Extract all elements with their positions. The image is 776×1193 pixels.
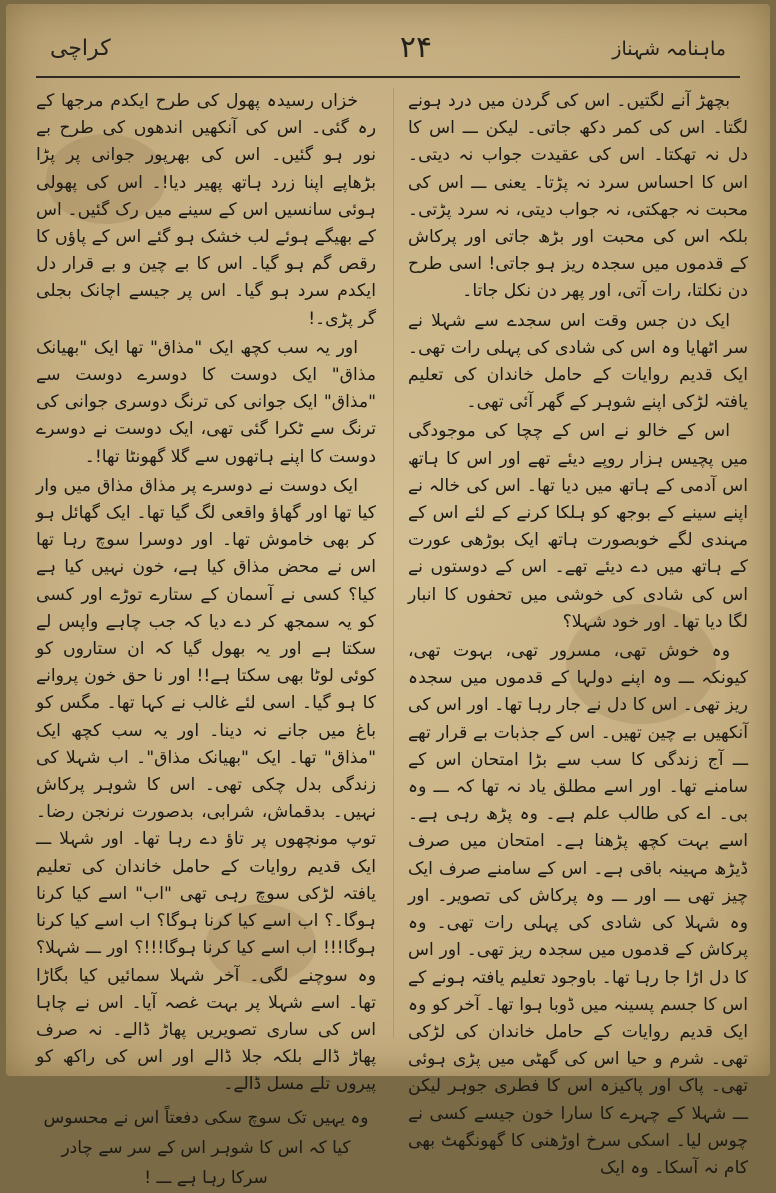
paragraph: وہ خوش تھی، مسرور تھی، بہوت تھی، کیونکہ ـــ وہ اپنے دولہا کے قدموں میں سجدہ ریز تھی۔ اس کا دل نے جار رہا تھا۔ اور اس کی آنکھیں بے چین تھیں۔ اس کے جذبات بے قرار تھے ـــ آج زندگی کا سب سے بڑا امتحان اس کے سامنے تھا۔ اور اسے مطلق یاد نہ تھا کہ ـــ وہ بی۔ اے کی طالب علم ہے۔ وہ پڑھ رہی ہے۔ اسے بہت کچھ پڑھنا ہے۔ امتحان میں صرف ڈیڑھ مہینہ باقی ہے۔ اس کے سامنے صرف ایک چیز تھی ـــ اور ـــ وہ پرکاش کی تصویر۔ اور وہ شہلا کی شادی کی پہلی رات تھی۔ وہ پرکاش کے قدموں میں سجدہ ریز تھی۔ اور اس کا دل اڑا جا رہا تھا۔ باوجود تعلیم یافتہ ہونے کے اس کا جسم پسینہ میں ڈوبا ہوا تھا۔ آخر کو وہ ایک قدیم روایات کے حامل خاندان کی لڑکی تھی۔ شرم و حیا اس کی گھٹی میں پڑی ہوئی تھی۔ پاک اور پاکیزہ اس کا فطری جوہر لیکن ـــ شہلا کے چہرے کا سارا خون جیسے کسی نے چوس لیا۔ اسکی سرخ اوڑھنی کا گھونگھٹ بھی کام نہ آسکا۔ وہ ایک [408,641,748,1178]
paragraph: ایک دوست نے دوسرے پر مذاق مذاق میں وار کیا تھا اور گھاؤ واقعی لگ گیا تھا۔ ایک گھائل ہو کر بھی خاموش تھا۔ اور دوسرا سوچ رہا تھا اس نے محض مذاق کیا ہے، خون نہیں کیا ہے کیا؟ کسی نے آسمان کے ستارے توڑے اور کسی کو یہ سمجھ کر دے دیا کہ جب چاہے واپس لے سکتا ہے اور یہ بھول گیا کہ ان ستاروں کو کوئی لوٹا بھی سکتا ہے!! اور نا حق خون پروانے کا ہو گیا۔ اسی لئے غالب نے کہا تھا۔ مگس کو باغ میں جانے نہ دینا۔ اور یہ سب کچھ ایک "مذاق" تھا۔ ایک "بھیانک مذاق"۔ اب شہلا کی زندگی بدل چکی تھی۔ اس کا شوہر پرکاش نہیں۔ بدقماش، شرابی، بدصورت نرنجن رضا۔ توپ مونچھوں پر تاؤ دے رہا تھا۔ اور شہلا ـــ ایک قدیم روایات کے حامل خاندان کی تعلیم یافتہ لڑکی سوچ رہی تھی "اب" اسے کیا کرنا ہوگا۔؟ اب اسے کیا کرنا ہوگا؟ اب اسے کیا کرنا ہوگا!!! اب اسے کیا کرنا ہوگا!!!؟ اور ـــ شہلا؟ وہ سوچنے لگی۔ آخر شہلا سمائیں کیا بگاڑا تھا۔ اسے شہلا پر بہت غصہ آیا۔ اس نے چاہا اس کی ساری تصویریں پھاڑ ڈالے۔ نہ صرف پھاڑ ڈالے بلکہ جلا ڈالے اور اس کی راکھ کو پیروں تلے مسل ڈالے۔ [36,475,376,1095]
closing-line: سرکا رہا ہے ـــ ! [144,1167,268,1188]
paragraph: ایک دن جس وقت اس سجدے سے شہلا نے سر اٹھایا وہ اس کی شادی کی پہلی رات تھی۔ ایک قدیم روایات کے حامل خاندان کی تعلیم یافتہ لڑکی اپنے شوہر کے گھر آئی تھی۔ [408,310,748,413]
closing-lines [36,1103,376,1193]
page-header [36,28,740,78]
magazine-page [6,4,770,1188]
paragraph: خزاں رسیدہ پھول کی طرح ایکدم مرجھا کے رہ گئی۔ اس کی آنکھیں اندھوں کی طرح بے نور ہو گئیں۔ اس کی بھرپور جوانی پر پڑا بڑھاپے اپنا زرد ہاتھ پھیر دیا!۔ اس کی پھولی ہوئی سانسیں اس کے سینے میں رک گئیں۔ اس کے بھیگے ہوئے لب خشک ہو گئے اس کے پاؤں کا رقص گم ہو گیا۔ اس کا بے چین و بے قرار دل ایکدم سرد ہو گیا۔ اس پر جیسے اچانک بجلی گر پڑی۔! [36,91,376,329]
column-divider [393,88,394,1038]
paragraph: اس کے خالو نے اس کے چچا کی موجودگی میں پچیس ہزار روپے دیئے تھے اور اس کا ہاتھ اس آدمی کے ہاتھ میں دیا تھا۔ اس کی خالہ نے اپنے سینے کے بوجھ کو ہلکا کرنے کے لئے اس کے مہندی لگے خوبصورت ہاتھ ایک بوڑھی عورت کے ہاتھ میں دے دیئے تھے۔ اس کے دوستوں نے اس کی شادی کی خوشی میں تحفوں کا انبار لگا دیا تھا۔ اور خود شہلا؟ [408,421,748,632]
closing-line: وہ یہیں تک سوچ سکی دفعتاً اس نے محسوس [43,1107,369,1128]
header-city: کراچی [50,36,111,61]
paragraph: اور یہ سب کچھ ایک "مذاق" تھا ایک "بھیانک مذاق" ایک دوست کا دوسرے دوست سے "مذاق" ایک جوانی کی ترنگ دوسری جوانی کی ترنگ سے ٹکرا گئی تھی، ایک دوست نے دوسرے دوست کا اپنے ہاتھوں سے گلا گھونٹا تھا!۔ [36,337,376,467]
header-magazine-title: ماہنامہ شہناز [612,38,726,60]
right-text-column [408,88,748,1178]
paragraph: بچھڑ آنے لگتیں۔ اس کی گردن میں درد ہونے لگتا۔ اس کی کمر دکھ جاتی۔ لیکن ـــ اس کا دل نہ تھکتا۔ اس کی عقیدت جواب نہ دیتی۔ اس کا احساس سرد نہ پڑتا۔ یعنی ـــ اس کی محبت نہ جھکتی، نہ جواب دیتی، نہ سرد پڑتی۔ بلکہ اس کی محبت اور بڑھ جاتی اور پرکاش کے قدموں میں سجدہ ریز ہو جاتی! اسی طرح دن نکلتا، رات آتی، اور پھر دن نکل جاتا۔ [408,91,748,302]
page-number: ۲۴ [399,30,433,65]
closing-line: کیا کہ اس کا شوہر اس کے سر سے چادر [61,1137,351,1158]
left-text-column [36,88,376,1188]
